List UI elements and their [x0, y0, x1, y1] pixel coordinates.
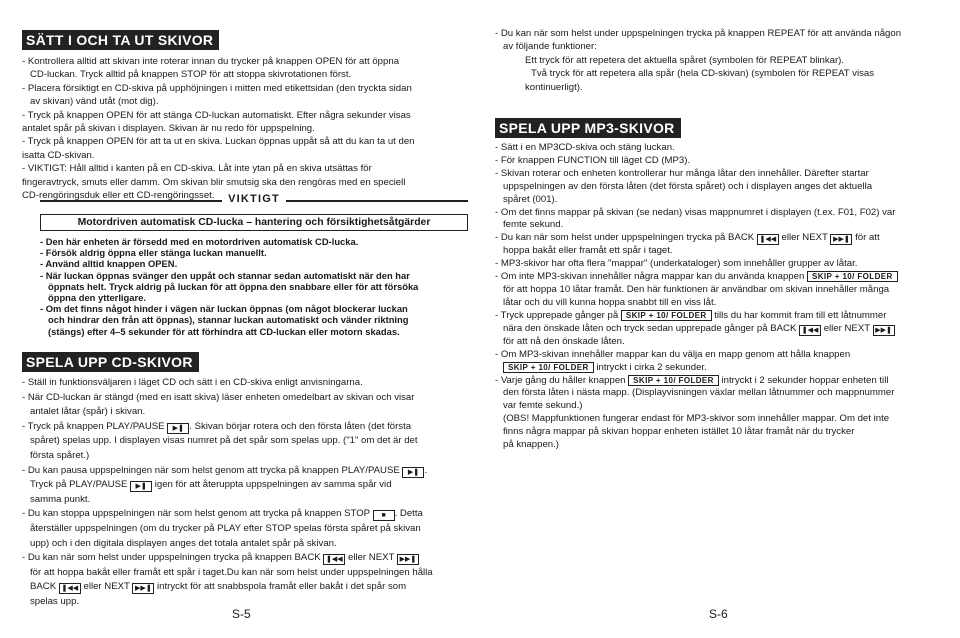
text-line: för att hoppa 10 låtar framåt. Den här funktionen är användbar om skivan innehåller många [503, 284, 890, 296]
heading-play-mp3: SPELA UPP MP3-SKIVOR [495, 118, 681, 138]
text-line: - Tryck på knappen OPEN för att stänga CD-luckan automatiskt. Efter några sekunder visas [22, 109, 411, 121]
text-line: - Du kan när som helst under uppspelningen trycka på knappen BACK ❚◀◀ eller NEXT ▶▶❚ [22, 551, 472, 566]
text-line: - Om inte MP3-skivan innehåller några mappar kan du använda knappen SKIP + 10/ FOLDER [495, 271, 940, 284]
text-line: - Tryck upprepade gånger på SKIP + 10/ FOLDER tills du har kommit fram till ett låtnummer [495, 309, 887, 321]
text-line: spåret) spelas upp. I displayen visas numret på det spår som spelas upp. ("1" om det är det [30, 435, 418, 447]
text-line: - Om MP3-skivan innehåller mappar kan du välja en mapp genom att hålla knappen [495, 348, 851, 360]
skip-folder-button-label: SKIP + 10/ FOLDER [628, 375, 719, 386]
next-icon: ▶▶❚ [873, 325, 895, 336]
play-mp3-text [495, 142, 940, 452]
warning-body [40, 236, 468, 337]
next-icon: ▶▶❚ [132, 583, 154, 594]
text-line: återställer uppspelningen (om du trycker på PLAY efter STOP spelas första spåret på skivan [30, 522, 421, 534]
insert-remove-text [22, 55, 472, 202]
text-line: - Du kan när som helst under uppspelningen trycka på BACK ❚◀◀ eller NEXT ▶▶❚ för att [495, 232, 880, 244]
skip-folder-button-label: SKIP + 10/ FOLDER [807, 271, 898, 282]
text-line: - När CD-luckan är stängd (med en isatt skiva) läser enheten omedelbart av skivan och visar [22, 391, 415, 403]
text-line: antalet spår på skivan i displayen. Skivan är nu redo för uppspelning. [22, 123, 315, 135]
warning-label: VIKTIGT [222, 193, 286, 205]
text-line: hoppa bakåt eller framåt ett spår i taget. [503, 245, 673, 257]
text-line: - Skivan roterar och enheten kontrollerar hur många låtar den innehåller. Därefter startar [495, 167, 869, 179]
warning-line: öppnats helt. Tryck aldrig på luckan för att öppna den snabbare eller för att försöka [48, 280, 419, 292]
text-line: CD-rengöringsduk eller ett CD-rengöringsset. [22, 190, 215, 202]
text-line: av följande funktioner: [503, 41, 597, 53]
text-line: på knappen.) [503, 439, 560, 451]
text-line: den första låten i nästa mapp. (Displayvisningen växlar mellan låtnummer och mappnummer [503, 387, 895, 399]
text-line: BACK ❚◀◀ eller NEXT ▶▶❚ intryckt för att snabbspola framåt eller bakåt i det spår som [30, 581, 407, 593]
repeat-text [495, 27, 940, 94]
text-line: - Om det finns mappar på skivan (se nedan) visas mappnumret i displayen (t.ex. F01, F02) var [495, 206, 896, 218]
text-line: - Du kan när som helst under uppspelningen trycka på knappen REPEAT för att använda någon [495, 28, 902, 39]
warning-line: - Den här enheten är försedd med en motordriven automatisk CD-lucka. [40, 236, 359, 247]
text-line: av skivan) vänd utåt (mot dig). [30, 96, 159, 108]
text-line: - Ställ in funktionsväljaren i läget CD och sätt i en CD-skiva enligt anvisningarna. [22, 377, 363, 388]
text-line: - Tryck på knappen OPEN för att ta ut en skiva. Luckan öppnas uppåt så att du kan ta ut den [22, 136, 415, 148]
text-line: kontinuerligt). [525, 81, 583, 93]
text-line: (OBS! Mappfunktionen fungerar endast för MP3-skivor som innehåller mappar. Om det inte [503, 413, 890, 425]
back-icon: ❚◀◀ [323, 554, 345, 565]
skip-folder-button-label: SKIP + 10/ FOLDER [503, 362, 594, 373]
page-number: S-6 [709, 607, 728, 621]
text-line: SKIP + 10/ FOLDER intryckt i cirka 2 sekunder. [495, 362, 940, 375]
back-icon: ❚◀◀ [757, 234, 779, 245]
warning-line: - Använd alltid knappen OPEN. [40, 258, 178, 270]
text-line: Ett tryck för att repetera det aktuella spåret (symbolen för REPEAT blinkar). [525, 54, 845, 66]
text-line: - Kontrollera alltid att skivan inte roterar innan du trycker på knappen OPEN för att öppna [22, 56, 400, 67]
text-line: - Du kan pausa uppspelningen när som helst genom att trycka på knappen PLAY/PAUSE ▶❚ . [22, 464, 428, 476]
play-cd-text [22, 376, 472, 610]
text-line: uppspelningen av den första låten (det första spåret) och i displayen anges det aktuella [503, 180, 873, 192]
text-line: CD-luckan. Tryck alltid på knappen STOP för att stoppa skivrotationen först. [30, 69, 352, 81]
warning-subtitle: Motordriven automatisk CD-lucka – hantering och försiktighetsåtgärder [40, 214, 468, 231]
text-line: - Sätt i en MP3CD-skiva och stäng luckan. [495, 142, 675, 153]
heading-insert-remove: SÄTT I OCH TA UT SKIVOR [22, 30, 219, 50]
text-line: fingeravtryck, smuts eller damm. Om skivan blir smutsig ska den rengöras med en speciell [22, 176, 406, 188]
text-line: spelas upp. [30, 595, 80, 607]
text-line: - MP3-skivor har ofta flera "mappar" (underkataloger) som innehåller grupper av låtar. [495, 258, 858, 270]
text-line: för att nå den önskade låten. [503, 335, 625, 347]
skip-folder-button-label: SKIP + 10/ FOLDER [621, 310, 712, 321]
text-line: nära den önskade låten och tryck sedan upprepade gånger på BACK ❚◀◀ eller NEXT ▶▶❚ [495, 323, 940, 336]
text-line: spåret (001). [503, 193, 558, 205]
stop-icon: ■ [373, 510, 395, 521]
text-line: - För knappen FUNCTION till läget CD (MP3). [495, 154, 691, 166]
next-icon: ▶▶❚ [830, 234, 852, 245]
warning-line: - Om det finns något hinder i vägen när luckan öppnas (om något blockerar luckan [40, 303, 408, 315]
play-pause-icon: ▶❚ [130, 481, 152, 492]
heading-play-cd: SPELA UPP CD-SKIVOR [22, 352, 199, 372]
text-line: - VIKTIGT: Håll alltid i kanten på en CD-skiva. Låt inte ytan på en skiva utsättas för [22, 163, 372, 175]
text-line: var femte sekund.) [503, 400, 583, 412]
play-pause-icon: ▶❚ [402, 467, 424, 478]
page-number: S-5 [232, 607, 251, 621]
text-line: Två tryck för att repetera alla spår (hela CD-skivan) (symbolen för REPEAT visas [531, 68, 874, 80]
text-line: för att hoppa bakåt eller framåt ett spår i taget.Du kan när som helst under uppspelningen hålla [30, 566, 433, 578]
play-pause-icon: ▶❚ [167, 423, 189, 434]
text-line: femte sekund. [503, 219, 564, 231]
text-line: upp) och i den digitala displayen anges det totala antalet spår på skivan. [30, 537, 337, 549]
next-icon: ▶▶❚ [397, 554, 419, 565]
text-line: låtar och du vill kunna hoppa snabbt till en viss låt. [503, 296, 717, 308]
warning-line: öppna den ytterligare. [48, 292, 146, 304]
back-icon: ❚◀◀ [799, 325, 821, 336]
back-icon: ❚◀◀ [59, 583, 81, 594]
warning-line: - Försök aldrig öppna eller stänga luckan manuellt. [40, 247, 267, 259]
text-line: antalet låtar (spår) i skivan. [30, 406, 146, 418]
warning-line: (stängs) efter 4–5 sekunder för att förhindra att CD-luckan eller motorn skadas. [48, 325, 400, 337]
text-line: Tryck på PLAY/PAUSE ▶❚ igen för att återuppta uppspelningen av samma spår vid [30, 479, 392, 491]
warning-line: - När luckan öppnas svänger den uppåt och stannar sedan automatiskt när den har [40, 269, 410, 281]
text-line: - Varje gång du håller knappen SKIP + 10/ FOLDER intryckt i 2 sekunder hoppar enheten till [495, 374, 889, 386]
warning-line: och hindrar den från att öppnas), stannar luckan automatiskt och vänder riktning [48, 314, 409, 326]
text-line: första spåret.) [30, 449, 90, 461]
text-line: - Tryck på knappen PLAY/PAUSE ▶❚ . Skivan börjar rotera och den första låten (det första [22, 420, 412, 432]
text-line: samma punkt. [30, 493, 91, 505]
text-line: - Placera försiktigt en CD-skiva på upphöjningen i mitten med etikettsidan (den tryckta sidan [22, 82, 412, 94]
text-line: - Du kan stoppa uppspelningen när som helst genom att trycka på knappen STOP ■ . Detta [22, 508, 423, 520]
text-line: finns några mappar på skivan hoppar enheten istället 10 låtar framåt när du trycker [503, 426, 855, 438]
text-line: isatta CD-skivan. [22, 149, 95, 161]
